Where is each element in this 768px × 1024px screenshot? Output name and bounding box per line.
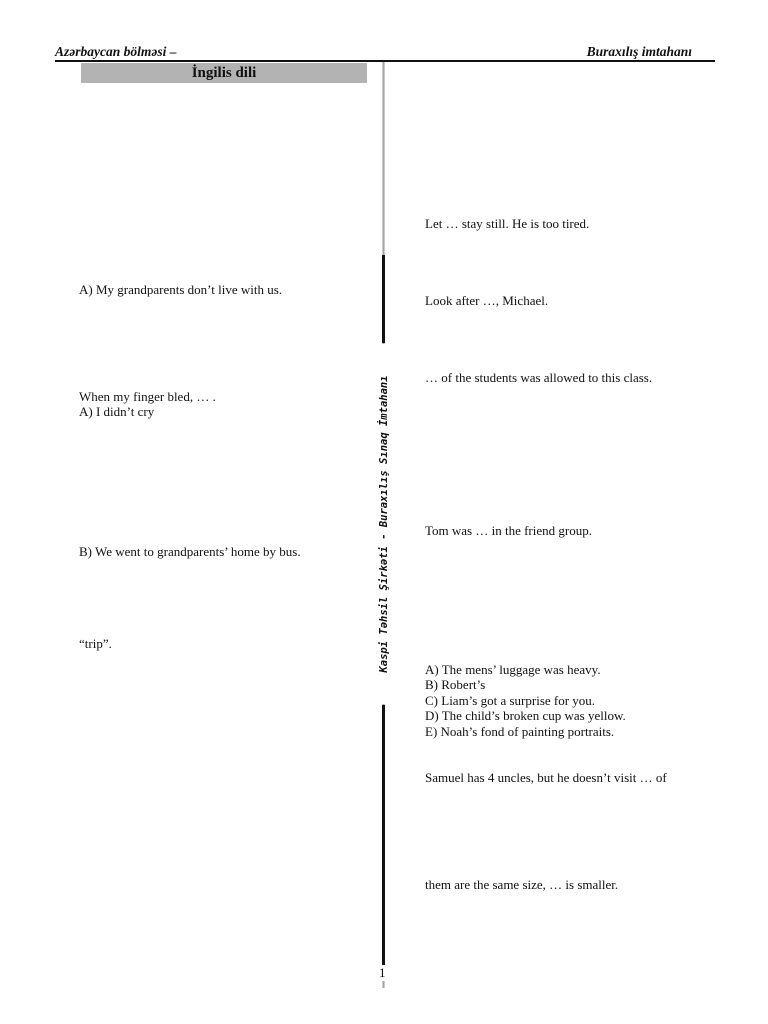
header-rule	[55, 60, 715, 62]
right-line: E) Noah’s fond of painting portraits.	[425, 724, 615, 739]
right-line: … of the students was allowed to this class.	[425, 370, 653, 385]
right-line: C) Liam’s got a surprise for you.	[425, 693, 596, 708]
subject-heading: İngilis dili	[81, 63, 367, 83]
left-line: A) My grandparents don’t live with us.	[79, 282, 283, 297]
left-line: “trip”.	[79, 636, 112, 651]
column-divider-accent-bottom	[382, 705, 385, 973]
page-number: 1	[379, 965, 386, 980]
right-line: Tom was … in the friend group.	[425, 523, 592, 538]
header-section-title: Azərbaycan bölməsi –	[55, 44, 177, 59]
left-line: B) We went to grandparents’ home by bus.	[79, 544, 301, 559]
left-line: A) I didn’t cry	[79, 404, 155, 419]
right-line: them are the same size, … is smaller.	[425, 877, 619, 892]
column-divider-accent-top	[382, 255, 385, 343]
left-line: When my finger bled, … .	[79, 389, 216, 404]
right-line: A) The mens’ luggage was heavy.	[425, 662, 601, 677]
right-line: D) The child’s broken cup was yellow.	[425, 708, 626, 723]
right-line: Let … stay still. He is too tired.	[425, 216, 590, 231]
right-line: B) Robert’s	[425, 677, 486, 692]
vertical-company-label: Kaspi Təhsil Şirkəti - Buraxılış Sınaq İmtahanı	[377, 344, 391, 704]
right-line: Samuel has 4 uncles, but he doesn’t visit … of	[425, 770, 667, 785]
right-line: Look after …, Michael.	[425, 293, 549, 308]
header-exam-title: Buraxılış imtahanı	[586, 44, 692, 59]
